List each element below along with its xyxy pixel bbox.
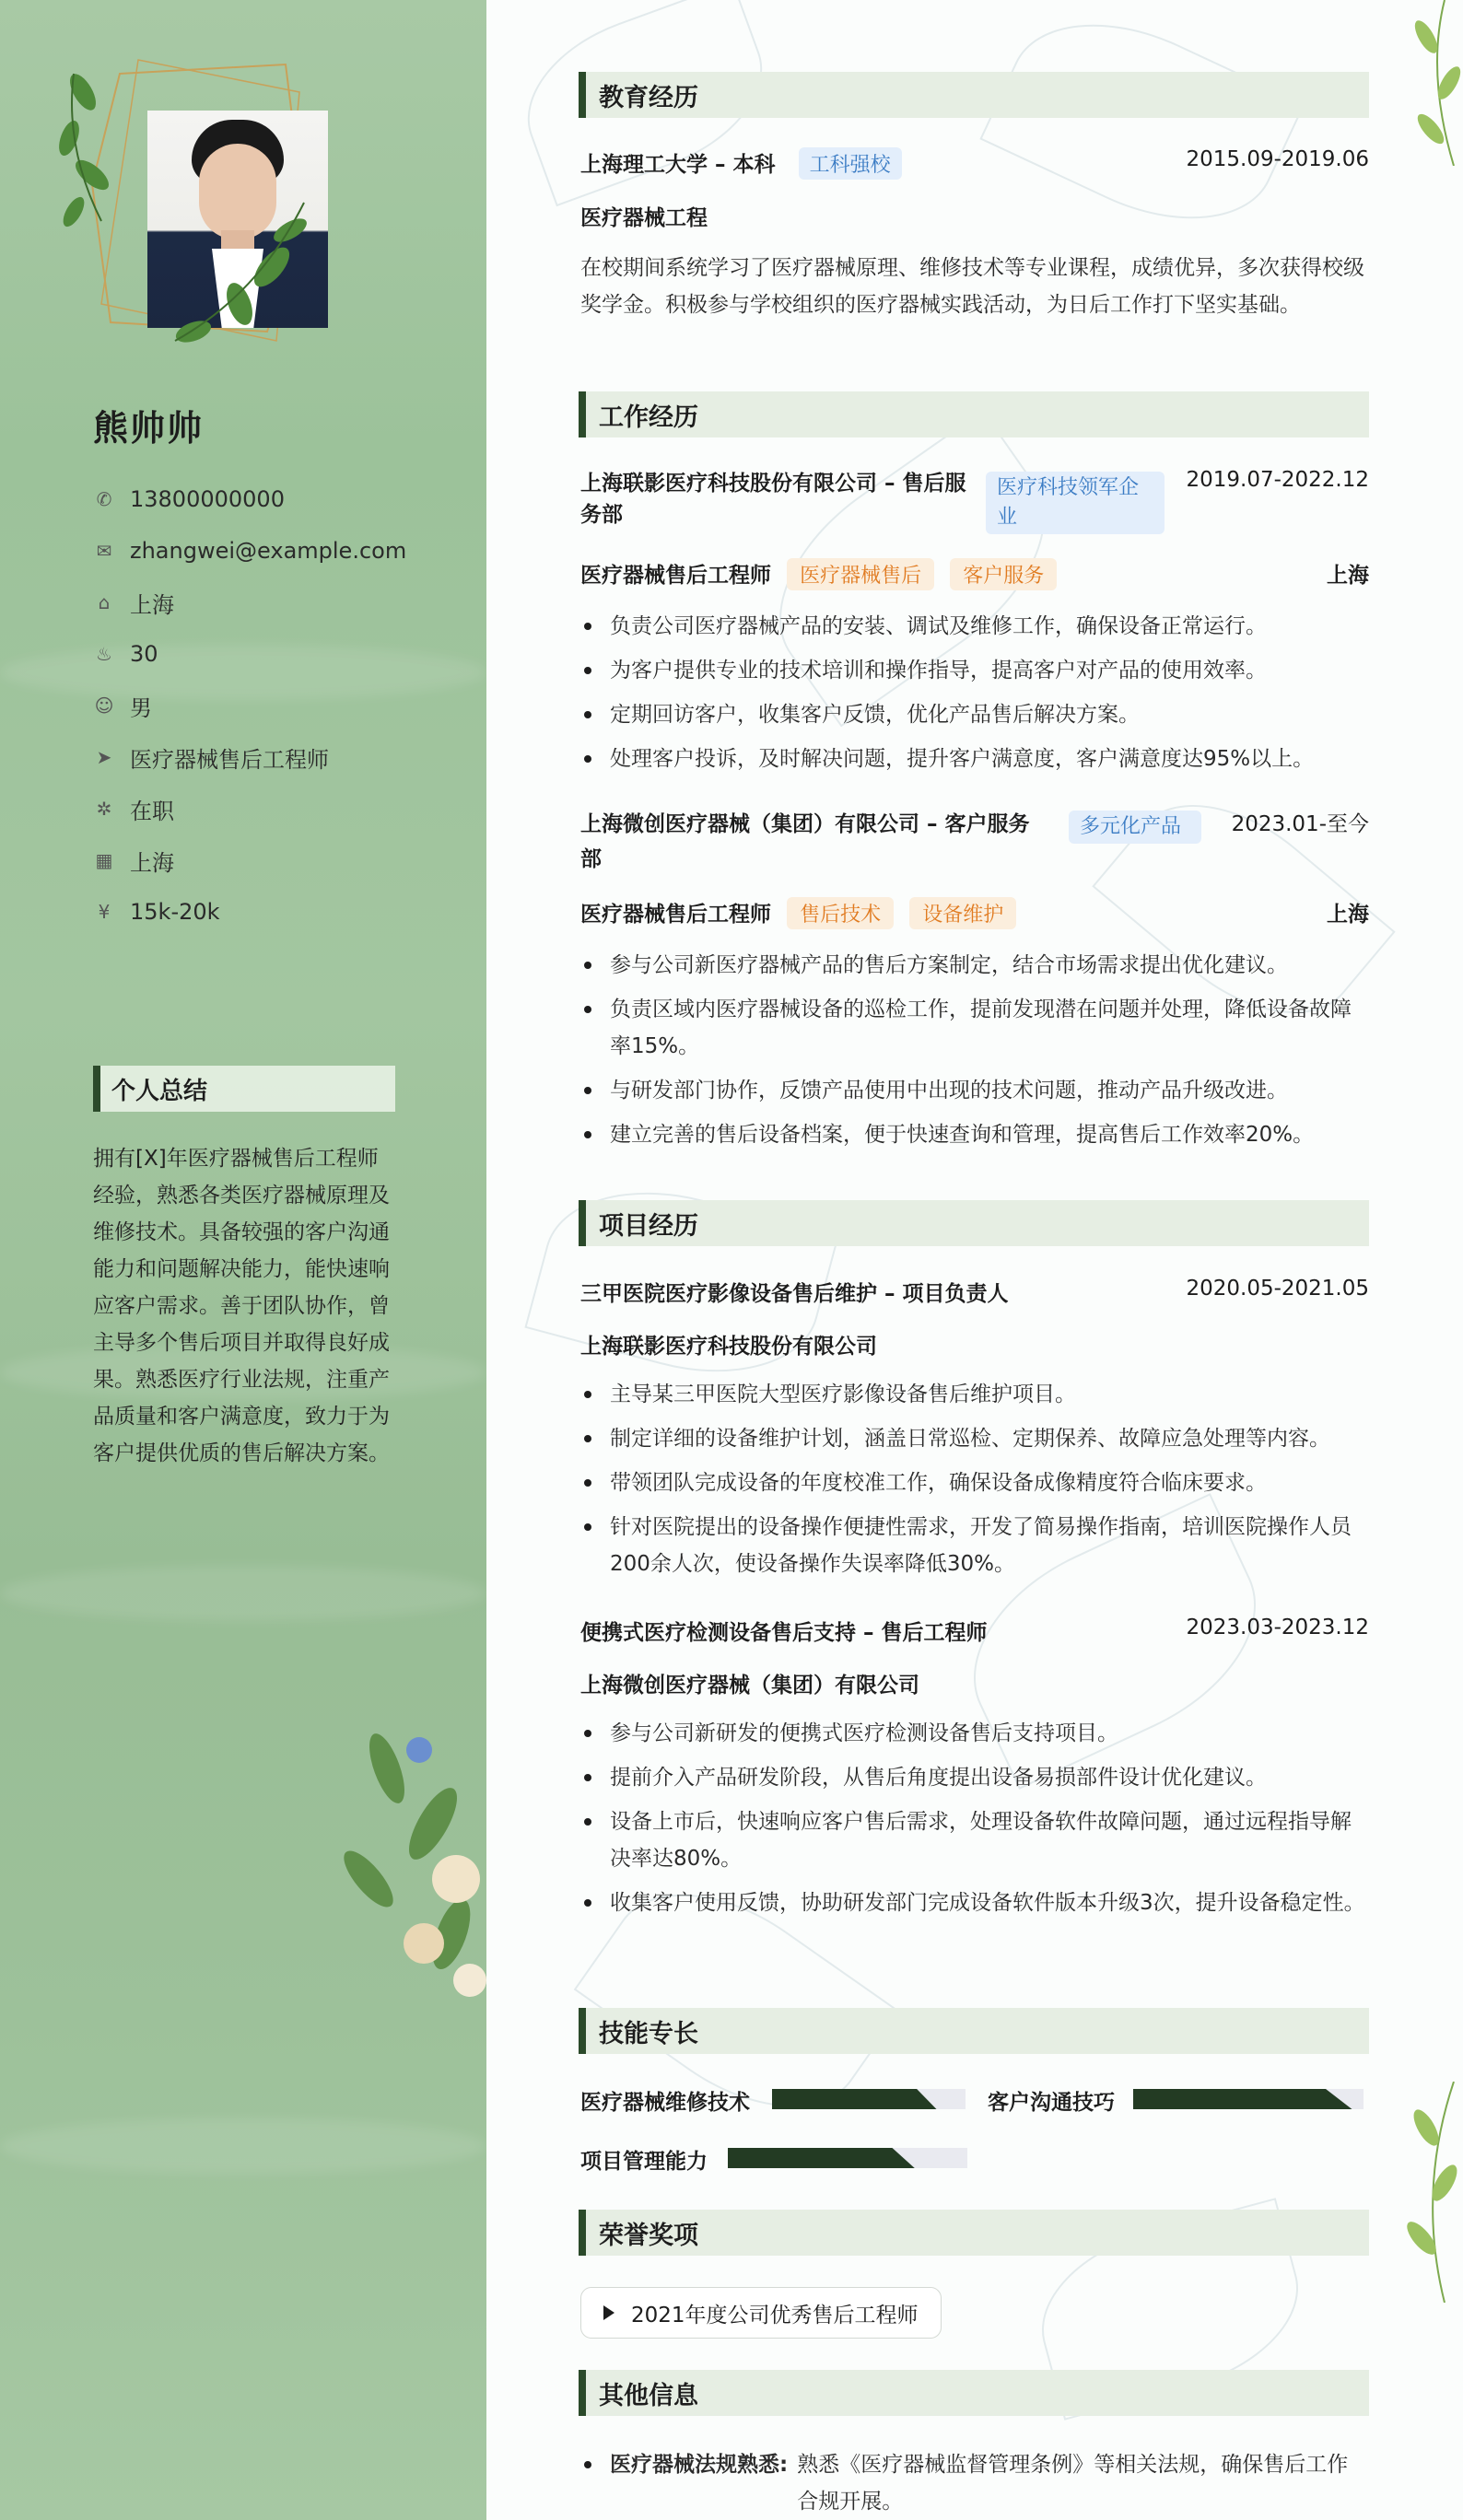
list-item: 主导某三甲医院大型医疗影像设备售后维护项目。: [580, 1376, 1369, 1413]
job-entry: [580, 807, 1369, 877]
major: 医疗器械工程: [580, 206, 708, 230]
award-name: 2021年度公司优秀售后工程师: [631, 2303, 919, 2328]
list-item: 负责公司医疗器械产品的安装、调试及维修工作，确保设备正常运行。: [580, 608, 1369, 645]
list-item: 处理客户投诉，及时解决问题，提升客户满意度，客户满意度达95%以上。: [580, 741, 1369, 777]
leaf-decoration-icon: [55, 37, 322, 359]
job-role-row: [580, 558, 1369, 590]
info-hometown: ⌂ 上海: [93, 577, 406, 628]
other-text: 熟悉《医疗器械监督管理条例》等相关法规，确保售后工作合规开展。: [797, 2453, 1349, 2514]
phone-icon: ✆: [96, 488, 112, 510]
company-tag: 医疗科技领军企业: [986, 472, 1165, 534]
skill-tag: 售后技术: [787, 897, 894, 929]
list-item: [580, 2446, 1369, 2520]
info-status: ✲ 在职: [93, 783, 406, 834]
contact-info-list: [93, 473, 406, 938]
project-entry: [580, 1277, 1369, 1307]
list-item: 参与公司新医疗器械产品的售后方案制定，结合市场需求提出优化建议。: [580, 947, 1369, 984]
school-name: 上海理工大学 – 本科: [580, 153, 776, 177]
skill-bar: [772, 2089, 966, 2109]
job-company: 上海联影医疗科技股份有限公司 – 售后服务部: [580, 472, 966, 527]
list-item: 提前介入产品研发阶段，从售后角度提出设备易损部件设计优化建议。: [580, 1759, 1369, 1796]
projects-heading: 项目经历: [579, 1200, 1369, 1246]
info-gender: ☺ 男: [94, 694, 152, 721]
list-item: 针对医院提出的设备操作便捷性需求，开发了简易操作指南，培训医院操作人员200余人次，使设备操作失误率降低30%。: [580, 1509, 1369, 1582]
list-item: 为客户提供专业的技术培训和操作指导，提高客户对产品的使用效率。: [580, 652, 1369, 689]
skill-tag: 客户服务: [950, 558, 1057, 590]
skill-bar: [1133, 2089, 1364, 2109]
education-description: 在校期间系统学习了医疗器械原理、维修技术等专业课程，成绩优异，多次获得校级奖学金。积极参与学校组织的医疗器械实践活动，为日后工作打下坚实基础。: [580, 256, 1364, 317]
job-date: 2019.07-2022.12: [1186, 468, 1369, 492]
play-triangle-icon: [603, 2305, 614, 2320]
project-entry: [580, 1616, 1369, 1646]
list-item: 参与公司新研发的便携式医疗检测设备售后支持项目。: [580, 1715, 1369, 1752]
home-icon: ⌂: [98, 591, 111, 613]
project-date: 2023.03-2023.12: [1186, 1616, 1369, 1639]
email-icon: ✉: [96, 540, 112, 562]
summary-heading: 个人总结: [93, 1066, 395, 1112]
other-heading: 其他信息: [579, 2370, 1369, 2416]
sidebar: [0, 0, 486, 2520]
skill-bar-fill: [1133, 2089, 1352, 2109]
work-heading: 工作经历: [579, 391, 1369, 438]
flower-decoration-icon: [332, 1713, 486, 2008]
list-item: 定期回访客户，收集客户反馈，优化产品售后解决方案。: [580, 696, 1369, 733]
project-company: 上海联影医疗科技股份有限公司: [580, 1335, 877, 1359]
job-role: 医疗器械售后工程师: [580, 564, 771, 588]
skill-name: 客户沟通技巧: [988, 2091, 1115, 2115]
project-bullets: [580, 1376, 1369, 1590]
info-position: ➤ 医疗器械售后工程师: [93, 731, 406, 783]
person-name: 熊帅帅: [93, 408, 205, 449]
background-texture: [0, 2118, 486, 2174]
list-item: 带领团队完成设备的年度校准工作，确保设备成像精度符合临床要求。: [580, 1464, 1369, 1501]
job-company: 上海微创医疗器械（集团）有限公司 – 客户服务部: [580, 812, 1030, 871]
job-role-row: [580, 897, 1369, 929]
salary-icon: ¥: [98, 901, 111, 923]
project-company: 上海微创医疗器械（集团）有限公司: [580, 1674, 919, 1698]
education-date: 2015.09-2019.06: [1186, 147, 1369, 171]
job-entry: [580, 468, 1369, 531]
list-item: 负责区域内医疗器械设备的巡检工作，提前发现潜在问题并处理，降低设备故障率15%。: [580, 991, 1369, 1065]
list-item: 收集客户使用反馈，协助研发部门完成设备软件版本升级3次，提升设备稳定性。: [580, 1884, 1369, 1921]
summary-text: 拥有[X]年医疗器械售后工程师经验，熟悉各类医疗器械原理及维修技术。具备较强的客户沟通能力和问题解决能力，能快速响应客户需求。善于团队协作，曾主导多个售后项目并取得良好成果。熟悉医疗行业法规，注重产品质量和客户满意度，致力于为客户提供优质的售后解决方案。: [93, 1147, 390, 1465]
award-item[interactable]: [580, 2287, 942, 2339]
list-item: 制定详细的设备维护计划，涵盖日常巡检、定期保养、故障应急处理等内容。: [580, 1420, 1369, 1457]
skill-bar-fill: [772, 2089, 937, 2109]
info-city: ▦ 上海: [93, 834, 406, 886]
project-bullets: [580, 1715, 1369, 1929]
info-email: ✉ zhangwei@example.com: [93, 525, 406, 577]
skill-bar: [728, 2148, 967, 2168]
building-icon: ▦: [95, 849, 113, 871]
other-bullets: [580, 2446, 1369, 2520]
status-icon: ✲: [96, 798, 112, 820]
project-title: 便携式医疗检测设备售后支持 – 售后工程师: [580, 1621, 988, 1645]
list-item: 建立完善的售后设备档案，便于快速查询和管理，提高售后工作效率20%。: [580, 1116, 1369, 1153]
info-phone: ✆ 13800000000: [93, 473, 406, 525]
other-label: 医疗器械法规熟悉:: [610, 2453, 789, 2477]
school-tag: 工科强校: [799, 147, 902, 180]
job-city: 上海: [1327, 564, 1369, 588]
job-role: 医疗器械售后工程师: [580, 903, 771, 927]
background-texture: [0, 1566, 486, 1621]
profile-photo-frame: [55, 37, 322, 359]
education-entry: [580, 147, 1369, 180]
project-date: 2020.05-2021.05: [1186, 1277, 1369, 1301]
job-date: 2023.01-至今: [1231, 812, 1369, 836]
info-salary: ¥ 15k-20k: [93, 886, 406, 938]
info-age: ♨ 30: [93, 628, 406, 680]
honors-heading: 荣誉奖项: [579, 2210, 1369, 2256]
skill-tag: 医疗器械售后: [787, 558, 934, 590]
job-bullets: [580, 947, 1369, 1161]
education-heading: 教育经历: [579, 72, 1369, 118]
job-bullets: [580, 608, 1369, 785]
project-title: 三甲医院医疗影像设备售后维护 – 项目负责人: [580, 1282, 1009, 1306]
main-content: [486, 0, 1463, 2520]
list-item: 设备上市后，快速响应客户售后需求，处理设备软件故障问题，通过远程指导解决率达80%。: [580, 1803, 1369, 1877]
skill-name: 医疗器械维修技术: [580, 2091, 750, 2115]
position-icon: ➤: [96, 746, 112, 768]
skills-heading: 技能专长: [579, 2008, 1369, 2054]
vine-decoration-icon: [1371, 2082, 1463, 2303]
gender-icon: ☺: [94, 694, 114, 717]
skill-tag: 设备维护: [909, 897, 1016, 929]
list-item: 与研发部门协作，反馈产品使用中出现的技术问题，推动产品升级改进。: [580, 1072, 1369, 1109]
vine-decoration-icon: [1371, 0, 1463, 166]
skill-name: 项目管理能力: [580, 2150, 708, 2174]
job-city: 上海: [1327, 903, 1369, 927]
company-tag: 多元化产品: [1069, 811, 1201, 844]
cake-icon: ♨: [96, 643, 112, 665]
skill-bar-fill: [728, 2148, 915, 2168]
